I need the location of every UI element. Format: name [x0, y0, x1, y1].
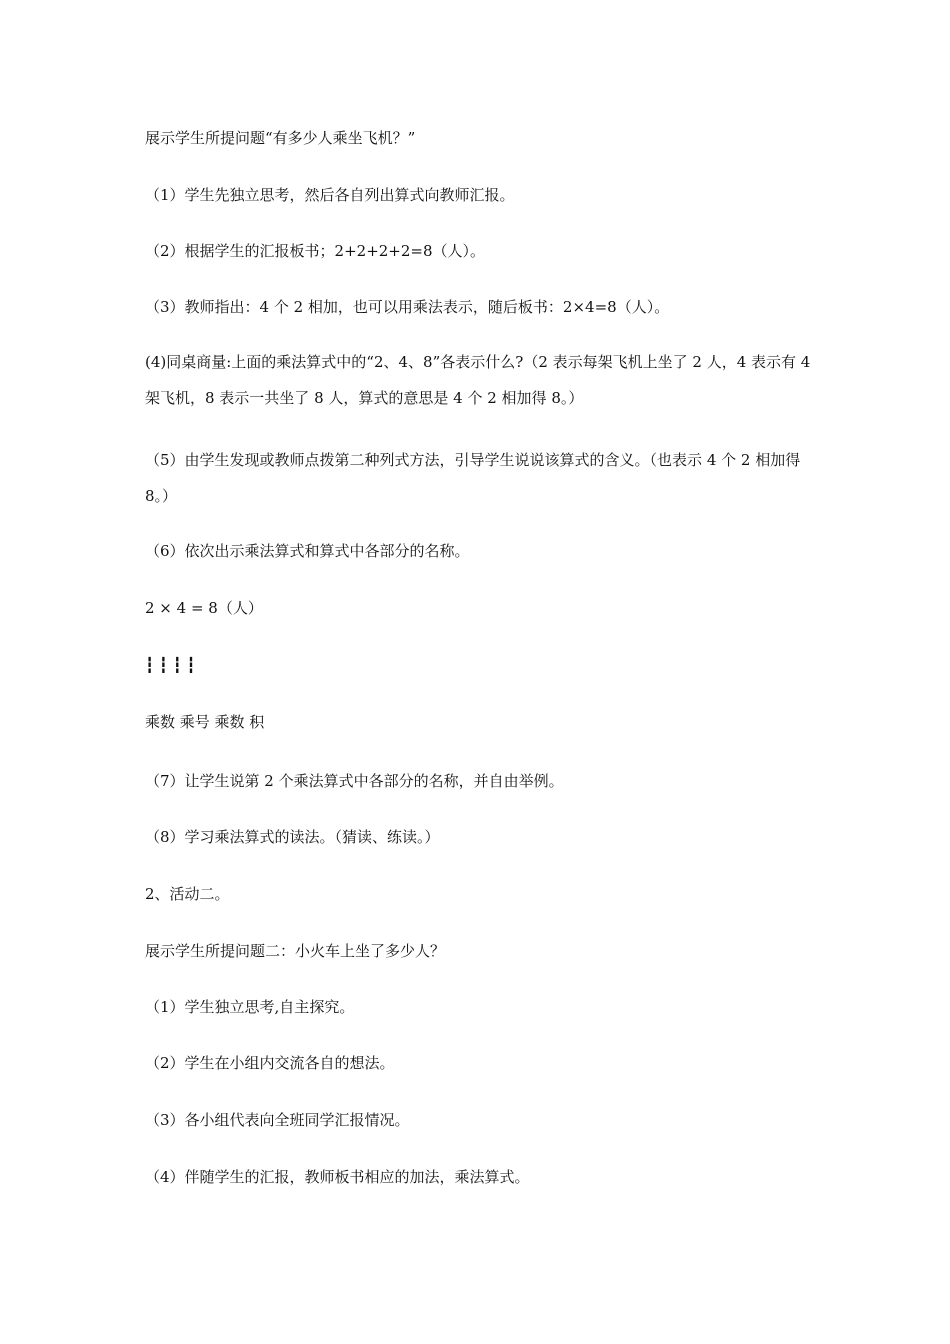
paragraph-step-2: （2）根据学生的汇报板书；2+2+2+2=8（人）。 — [145, 242, 486, 260]
paragraph-step-3: （3）教师指出：4 个 2 相加，也可以用乘法表示，随后板书：2×4=8（人）。 — [145, 298, 670, 316]
paragraph-activity2-step-3: （3）各小组代表向全班同学汇报情况。 — [145, 1111, 410, 1129]
equation-line: 2 × 4 = 8（人） — [145, 599, 263, 617]
paragraph-step-4: (4)同桌商量:上面的乘法算式中的“2、4、8”各表示什么?（2 表示每架飞机上坐了 2 人，4 表示有 4 架飞机，8 表示一共坐了 8 人，算式的意思是 4 个 2 相加得 8。） — [145, 353, 811, 407]
document-page — [145, 0, 825, 1344]
paragraph-question-2: 展示学生所提问题二：小火车上坐了多少人？ — [145, 942, 446, 960]
paragraph-step-7: （7）让学生说第 2 个乘法算式中各部分的名称，并自由举例。 — [145, 772, 564, 790]
equation-markers: ┇ ┇ ┇ ┇ — [145, 656, 196, 674]
paragraph-activity2-step-4: （4）伴随学生的汇报，教师板书相应的加法，乘法算式。 — [145, 1168, 530, 1186]
paragraph-step-5: （5）由学生发现或教师点拨第二种列式方法，引导学生说说该算式的含义。（也表示 4 个 2 相加得 8。） — [145, 451, 801, 505]
paragraph-intro-question: 展示学生所提问题“有多少人乘坐飞机？” — [145, 129, 416, 147]
section-heading-activity-2: 2、活动二。 — [145, 885, 230, 903]
paragraph-step-6: （6）依次出示乘法算式和算式中各部分的名称。 — [145, 542, 470, 560]
paragraph-activity2-step-1: （1）学生独立思考,自主探究。 — [145, 998, 355, 1016]
paragraph-step-1: （1）学生先独立思考，然后各自列出算式向教师汇报。 — [145, 186, 515, 204]
paragraph-step-8: （8）学习乘法算式的读法。（猜读、练读。） — [145, 828, 440, 846]
paragraph-activity2-step-2: （2）学生在小组内交流各自的想法。 — [145, 1054, 395, 1072]
equation-part-names: 乘数 乘号 乘数 积 — [145, 713, 265, 731]
